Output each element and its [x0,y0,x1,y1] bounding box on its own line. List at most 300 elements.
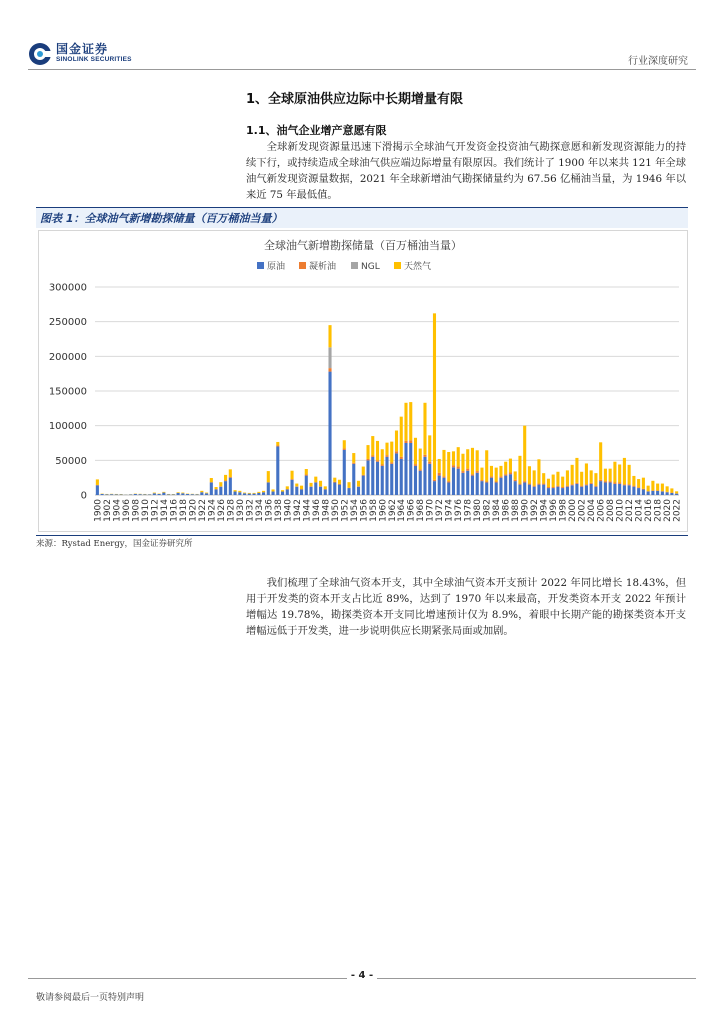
bar-segment [238,492,241,495]
bar-segment [613,462,616,483]
x-tick-label: 1928 [226,499,237,522]
bar-segment [333,483,336,495]
bar-segment [162,492,165,493]
bar-segment [428,435,431,461]
x-tick-label: 2018 [653,499,664,522]
bar-segment [300,486,303,489]
bar-segment [390,442,393,463]
bar-segment [162,493,165,495]
logo-chinese-name: 国金证券 [56,42,109,56]
bar-segment [632,487,635,495]
company-logo [28,40,138,68]
bar-segment [300,489,303,495]
bar-segment [566,487,569,495]
bar-segment [599,481,602,495]
bar-segment [523,483,526,495]
x-tick-label: 1976 [454,499,465,522]
bar-segment [495,483,498,495]
bar-segment [338,485,341,495]
x-tick-label: 1986 [501,499,512,522]
bar-segment [594,486,597,487]
bar-segment [295,484,298,487]
bar-segment [366,445,369,459]
bar-segment [476,471,479,473]
bar-segment [400,457,403,459]
bar-segment [661,484,664,492]
chart-legend [257,260,431,272]
bar-segment [632,476,635,486]
section-heading: 1、全球原油供应边际中长期增量有限 [246,92,464,107]
bar-segment [514,471,517,479]
x-tick-label: 1940 [283,499,294,522]
bar-segment [623,485,626,495]
bar-segment [518,485,521,495]
bar-segment [295,487,298,495]
bar-segment [362,467,365,475]
x-tick-label: 1994 [539,499,550,522]
bar-segment [414,438,417,464]
bar-segment [343,449,346,450]
bar-segment [276,442,279,445]
bar-segment [580,472,583,486]
bar-segment [537,484,540,485]
bar-segment [642,478,645,489]
bar-segment [499,478,502,495]
bar-segment [177,492,180,493]
bar-segment [670,488,673,492]
bar-segment [352,453,355,463]
bar-segment [205,493,208,495]
bar-segment [613,483,616,484]
bar-segment [96,479,99,485]
bar-segment [509,459,512,473]
bar-segment [452,451,455,465]
logo-english-name: SINOLINK SECURITIES [56,56,132,63]
bar-segment [476,473,479,495]
bar-segment [628,485,631,495]
x-tick-label: 1916 [169,499,180,522]
legend-swatch [299,262,306,269]
bar-segment [352,464,355,495]
bar-segment [262,491,265,492]
bar-segment [575,458,578,483]
bar-segment [276,445,279,446]
legend-swatch [257,262,264,269]
bar-segment [314,483,317,495]
bar-segment [585,484,588,485]
figure-title-bar [36,207,688,228]
bar-segment [390,464,393,495]
bar-segment [514,481,517,495]
figure-bottom-rule [36,535,688,536]
bar-segment [262,492,265,495]
bar-segment [533,486,536,487]
bar-segment [604,483,607,495]
x-tick-label: 1950 [330,499,341,522]
bar-segment [362,476,365,495]
bar-segment [452,467,455,495]
bar-segment [338,480,341,484]
x-tick-label: 1974 [444,499,455,522]
bar-segment [447,481,450,482]
bar-segment [575,484,578,495]
bar-segment [139,494,142,495]
bar-segment [604,469,607,481]
bar-segment [248,494,251,495]
x-tick-label: 1962 [387,499,398,522]
bar-segment [404,403,407,441]
bar-segment [618,464,621,482]
header-divider [28,69,696,70]
bar-segment [533,487,536,495]
bar-segment [96,485,99,495]
bar-segment [571,485,574,495]
bar-segment [257,492,260,493]
bar-segment [495,481,498,482]
bar-segment [404,441,407,443]
bar-segment [286,486,289,489]
bar-segment [395,453,398,495]
y-tick-label: 0 [80,490,87,502]
bar-segment [476,450,479,471]
bar-segment [471,448,474,474]
bar-segment [409,443,412,495]
bar-segment [547,488,550,495]
bar-segment [533,470,536,485]
bar-segment [200,492,203,495]
bar-segment [485,450,488,481]
bar-segment [309,483,312,486]
bar-segment [281,490,284,491]
body-paragraph-1: 全球新发现资源量迅速下滑揭示全球油气开发资金投资油气勘探意愿和新发现资源能力的持续下行，或持续造成全球油气供应端边际增量有限原因。我们统计了 1900 年以来共 121 年全球油气新发现资源量数据，2021 年全球新增油气勘探储量约为 67.56 亿桶油当量，为 1946 年以来近 75 年最低值。 [246,141,686,201]
x-tick-label: 1914 [159,499,170,522]
figure-title: 图表 1：全球油气新增勘探储量（百万桶油当量） [40,212,283,225]
bar-segment [580,487,583,495]
bar-segment [319,481,322,487]
bar-segment [347,482,350,488]
x-tick-label: 1904 [112,499,123,522]
bar-segment [537,485,540,495]
bar-segment [371,455,374,456]
logo-mark-icon [28,42,52,66]
bar-segment [409,440,412,443]
x-tick-label: 1946 [311,499,322,522]
bar-segment [376,462,379,495]
x-tick-label: 1960 [378,499,389,522]
x-tick-label: 1910 [140,499,151,522]
x-tick-label: 1982 [482,499,493,522]
bar-segment [518,456,521,484]
bar-segment [618,483,621,484]
bar-segment [438,473,441,476]
bar-segment [547,487,550,488]
bar-segment [224,475,227,481]
x-tick-label: 1958 [368,499,379,522]
bar-segment [666,492,669,495]
bar-segment [523,481,526,482]
chart-bars [96,313,678,495]
bar-segment [253,494,256,495]
bar-segment [381,464,384,465]
bar-segment [286,489,289,495]
figure-source: 来源：Rystad Energy，国金证券研究所 [36,539,193,549]
bar-segment [433,481,436,495]
x-tick-label: 1908 [131,499,142,522]
bar-segment [105,494,108,495]
bar-segment [333,478,336,482]
bar-segment [547,479,550,487]
bar-segment [414,466,417,495]
bar-segment [647,486,650,492]
bar-segment [528,466,531,483]
bar-segment [647,492,650,495]
x-tick-label: 2012 [625,499,636,522]
x-tick-label: 1918 [178,499,189,522]
bar-segment [466,471,469,495]
bar-segment [343,440,346,448]
x-tick-label: 2010 [615,499,626,522]
bar-segment [385,455,388,457]
bar-segment [115,494,118,495]
bar-segment [357,481,360,487]
bar-segment [466,449,469,468]
x-tick-label: 1952 [340,499,351,522]
x-tick-label: 1998 [558,499,569,522]
x-tick-label: 1996 [549,499,560,522]
bar-segment [561,487,564,488]
bar-segment [590,483,593,484]
bar-segment [120,494,123,495]
bar-segment [575,483,578,484]
bar-segment [613,484,616,495]
x-tick-label: 1970 [425,499,436,522]
bar-segment [628,484,631,485]
bar-segment [371,436,374,455]
bar-segment [143,494,146,495]
legend-label: NGL [361,262,380,272]
x-tick-label: 1990 [520,499,531,522]
y-tick-label: 300000 [48,282,87,294]
bar-segment [571,484,574,485]
bar-segment [428,462,431,464]
bar-segment [219,482,222,486]
chart-title: 全球油气新增勘探储量（百万桶油当量） [264,239,462,252]
bar-segment [571,465,574,484]
bar-segment [590,470,593,482]
bar-segment [552,487,555,488]
bar-segment [110,494,113,495]
bar-segment [423,403,426,455]
bar-segment [452,465,455,467]
x-tick-label: 2022 [672,499,683,522]
bar-segment [666,486,669,492]
bar-segment [400,459,403,495]
bar-segment [490,466,493,476]
bar-segment [661,492,664,495]
bar-segment [651,491,654,495]
bar-segment [352,463,355,464]
bar-segment [499,476,502,477]
bar-segment [395,451,398,453]
subsection-heading: 1.1、油气企业增产意愿有限 [246,124,387,137]
x-tick-label: 2014 [634,499,645,522]
bar-segment [637,479,640,487]
bar-segment [556,472,559,486]
bar-segment [542,485,545,495]
x-tick-label: 1954 [349,499,360,522]
page-number: - 4 - [347,970,377,981]
bar-segment [338,484,341,485]
bar-segment [556,486,559,487]
bar-segment [442,476,445,477]
y-tick-label: 100000 [48,421,87,433]
bar-segment [414,464,417,466]
x-tick-label: 1956 [359,499,370,522]
bar-segment [305,476,308,495]
bar-segment [200,491,203,492]
x-tick-label: 2004 [587,499,598,522]
bar-segment [542,473,545,483]
bar-segment [637,488,640,495]
bar-segment [234,492,237,495]
legend-label: 凝析油 [309,262,337,272]
bar-segment [390,462,393,463]
bar-segment [177,493,180,495]
bar-segment [215,489,218,495]
bar-segment [585,485,588,495]
bar-segment [675,491,678,493]
bar-segment [537,459,540,483]
x-tick-label: 1902 [102,499,113,522]
bar-segment [423,457,426,495]
bar-segment [381,449,384,464]
bar-segment [400,417,403,457]
legend-swatch [351,262,358,269]
bar-segment [490,478,493,495]
x-tick-label: 1906 [121,499,132,522]
bar-segment [409,402,412,440]
bar-segment [471,476,474,495]
y-tick-label: 200000 [48,351,87,363]
bar-segment [291,480,294,495]
bar-segment [566,486,569,487]
bar-segment [628,465,631,484]
bar-segment [433,480,436,481]
bar-segment [447,452,450,481]
bar-segment [642,489,645,495]
bar-segment [362,475,365,476]
y-tick-label: 150000 [48,386,87,398]
y-tick-label: 50000 [55,455,87,467]
bar-segment [234,490,237,491]
bar-segment [243,493,246,495]
bar-segment [229,469,232,477]
bar-segment [153,493,156,494]
bar-segment [319,487,322,495]
bar-segment [324,486,327,489]
bar-segment [395,431,398,452]
x-tick-label: 1920 [188,499,199,522]
x-tick-label: 1968 [416,499,427,522]
bar-segment [291,479,294,480]
bar-segment [101,494,104,495]
bar-segment [542,484,545,485]
x-tick-label: 1922 [197,499,208,522]
bar-segment [504,462,507,474]
bar-segment [134,494,137,495]
x-tick-label: 1966 [406,499,417,522]
bar-segment [632,486,635,487]
bar-segment [438,459,441,473]
bar-segment [219,487,222,495]
bar-segment [376,441,379,460]
bar-segment [480,480,483,481]
bar-segment [457,447,460,466]
bar-segment [357,487,360,495]
bar-segment [552,488,555,495]
bar-segment [229,477,232,478]
bar-segment [504,476,507,495]
bar-segment [438,476,441,495]
bar-segment [196,494,199,495]
y-tick-label: 250000 [48,317,87,329]
page-number-wrap [0,970,724,981]
bar-segment [428,464,431,495]
bar-segment [514,480,517,481]
bar-segment [599,480,602,481]
legend-label: 原油 [267,262,286,272]
bar-segment [148,494,151,495]
bar-segment [623,458,626,484]
bar-segment [556,487,559,495]
bar-segment [618,484,621,495]
x-tick-label: 1924 [207,499,218,522]
x-tick-label: 1942 [292,499,303,522]
bar-segment [186,494,189,495]
bar-segment [609,483,612,495]
bar-segment [371,457,374,495]
bar-segment [248,493,251,494]
bar-segment [609,469,612,481]
legend-swatch [394,262,401,269]
bar-segment [314,477,317,483]
bar-segment [594,473,597,485]
x-tick-label: 1930 [235,499,246,522]
bar-segment [210,483,213,495]
bar-segment [457,467,460,469]
x-tick-label: 1944 [302,499,313,522]
bar-segment [305,469,308,475]
x-tick-label: 1936 [264,499,275,522]
bar-segment [471,474,474,475]
bar-segment [381,466,384,495]
bar-segment [566,470,569,485]
bar-segment [272,492,275,495]
bar-segment [291,471,294,479]
bar-segment [272,489,275,491]
bar-segment [224,480,227,481]
bar-segment [243,493,246,494]
bar-segment [499,466,502,476]
bar-segment [167,494,170,495]
bar-segment [599,442,602,479]
bar-segment [366,460,369,495]
x-tick-label: 1938 [273,499,284,522]
bar-segment [238,491,241,492]
bar-segment [328,372,331,495]
bar-segment [305,475,308,476]
bar-segment [466,469,469,471]
